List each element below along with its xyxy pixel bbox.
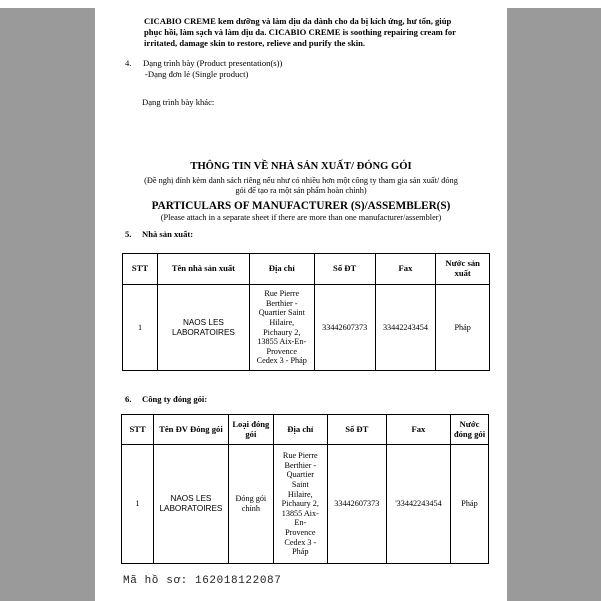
table-header-row bbox=[122, 415, 489, 445]
address-line: Rue Pierre bbox=[282, 451, 318, 461]
address-line: En- bbox=[294, 518, 307, 528]
header-pack-type: Loại đóng gói bbox=[228, 415, 273, 445]
address-line: Cedex 3 - Pháp bbox=[256, 356, 307, 366]
address-line: Berthier - bbox=[284, 460, 317, 470]
address-line: Rue Pierre bbox=[264, 289, 300, 299]
cell-address bbox=[274, 445, 328, 564]
packer-table bbox=[121, 414, 489, 564]
manufacturer-note-en: (Please attach in a separate sheet if there are more than one manufacturer/assembler) bbox=[160, 213, 442, 222]
address-line: Pichaury 2, bbox=[263, 327, 301, 337]
section4-other: Dạng trình bày khác: bbox=[142, 97, 215, 107]
manufacturer-table bbox=[122, 253, 490, 371]
header-fax: Fax bbox=[386, 415, 450, 445]
table-row bbox=[122, 445, 489, 564]
address-line: Pichaury 2, bbox=[281, 499, 319, 509]
section6-number: 6. bbox=[125, 394, 132, 404]
manufacturer-title-en: PARTICULARS OF MANUFACTURER (S)/ASSEMBLER(S) bbox=[151, 200, 451, 212]
cell-phone: 33442607373 bbox=[327, 445, 386, 564]
intro-line-1: CICABIO CREME kem dưỡng và làm dịu da dành cho da bị kích ứng, hư tổn, giúp bbox=[144, 16, 452, 26]
intro-line-2: phục hồi, làm sạch và làm dịu da. CICABIO CREME is soothing repairing cream for bbox=[144, 27, 456, 37]
address-line: Hilaire, bbox=[269, 317, 295, 327]
section4-title: Dạng trình bày (Product presentation(s)) bbox=[143, 58, 283, 68]
address-line: Cedex 3 - bbox=[284, 537, 317, 547]
section5-number: 5. bbox=[125, 229, 132, 239]
cell-name-line-2: LABORATOIRES bbox=[171, 327, 235, 337]
header-stt: STT bbox=[123, 254, 158, 285]
manufacturer-title-vi: THÔNG TIN VỀ NHÀ SẢN XUẤT/ ĐÓNG GÓI bbox=[190, 161, 412, 172]
address-line: Saint bbox=[291, 480, 309, 490]
section6-title: Công ty đóng gói: bbox=[142, 394, 208, 404]
section5-title: Nhà sản xuất: bbox=[142, 229, 194, 239]
pack-type-line-2: chính bbox=[241, 504, 260, 513]
table-header-row bbox=[123, 254, 490, 285]
document-page bbox=[95, 8, 507, 601]
header-address: Địa chỉ bbox=[274, 415, 328, 445]
address-line: Provence bbox=[285, 527, 316, 537]
section4-number: 4. bbox=[125, 58, 132, 68]
pack-type-line-1: Đóng gói bbox=[235, 494, 267, 504]
cell-country: Pháp bbox=[436, 285, 490, 371]
cell-stt: 1 bbox=[123, 285, 158, 371]
address-line: 13855 Aix- bbox=[281, 508, 319, 518]
address-line: Hilaire, bbox=[287, 489, 313, 499]
cell-name-line-1: NAOS LES bbox=[170, 494, 212, 504]
address-line: Pháp bbox=[292, 547, 309, 557]
address-line: Provence bbox=[266, 346, 297, 356]
header-phone: Số ĐT bbox=[314, 254, 375, 285]
address-line: 13855 Aix-En- bbox=[257, 337, 307, 347]
header-country: Nước sản xuất bbox=[436, 254, 490, 285]
viewer-top-strip bbox=[0, 0, 601, 8]
table-row bbox=[123, 285, 490, 371]
header-name: Tên nhà sản xuất bbox=[158, 254, 250, 285]
cell-fax: 33442243454 bbox=[375, 285, 436, 371]
manufacturer-note-vi-1: (Đề nghị đính kèm danh sách riêng nếu như có nhiều hơn một công ty tham gia sản xuất/ đóng bbox=[144, 176, 458, 185]
header-address: Địa chỉ bbox=[249, 254, 314, 285]
header-phone: Số ĐT bbox=[327, 415, 386, 445]
header-packer-name: Tên ĐV Đóng gói bbox=[154, 415, 229, 445]
cell-name-line-1: NAOS LES bbox=[182, 317, 224, 327]
dossier-code: Mã hồ sơ: 162018122087 bbox=[123, 575, 282, 587]
address-line: Quartier Saint bbox=[258, 308, 305, 318]
cell-fax: '33442243454 bbox=[386, 445, 450, 564]
header-stt: STT bbox=[122, 415, 154, 445]
header-pack-country: Nước đóng gói bbox=[450, 415, 488, 445]
section4-item: -Dạng đơn lẻ (Single product) bbox=[145, 69, 249, 79]
header-fax: Fax bbox=[375, 254, 436, 285]
cell-name bbox=[154, 445, 229, 564]
cell-address bbox=[249, 285, 314, 371]
cell-country: Pháp bbox=[450, 445, 488, 564]
cell-stt: 1 bbox=[122, 445, 154, 564]
cell-pack-type bbox=[228, 445, 273, 564]
cell-name bbox=[158, 285, 250, 371]
manufacturer-note-vi-2: gói để tạo ra một sản phẩm hoàn chỉnh) bbox=[235, 186, 367, 195]
intro-line-3: irritated, damage skin to restore, relieve and purify the skin. bbox=[144, 38, 366, 48]
cell-phone: 33442607373 bbox=[314, 285, 375, 371]
address-line: Quartier bbox=[286, 470, 314, 480]
address-line: Berthier - bbox=[265, 298, 298, 308]
cell-name-line-2: LABORATOIRES bbox=[159, 504, 223, 513]
